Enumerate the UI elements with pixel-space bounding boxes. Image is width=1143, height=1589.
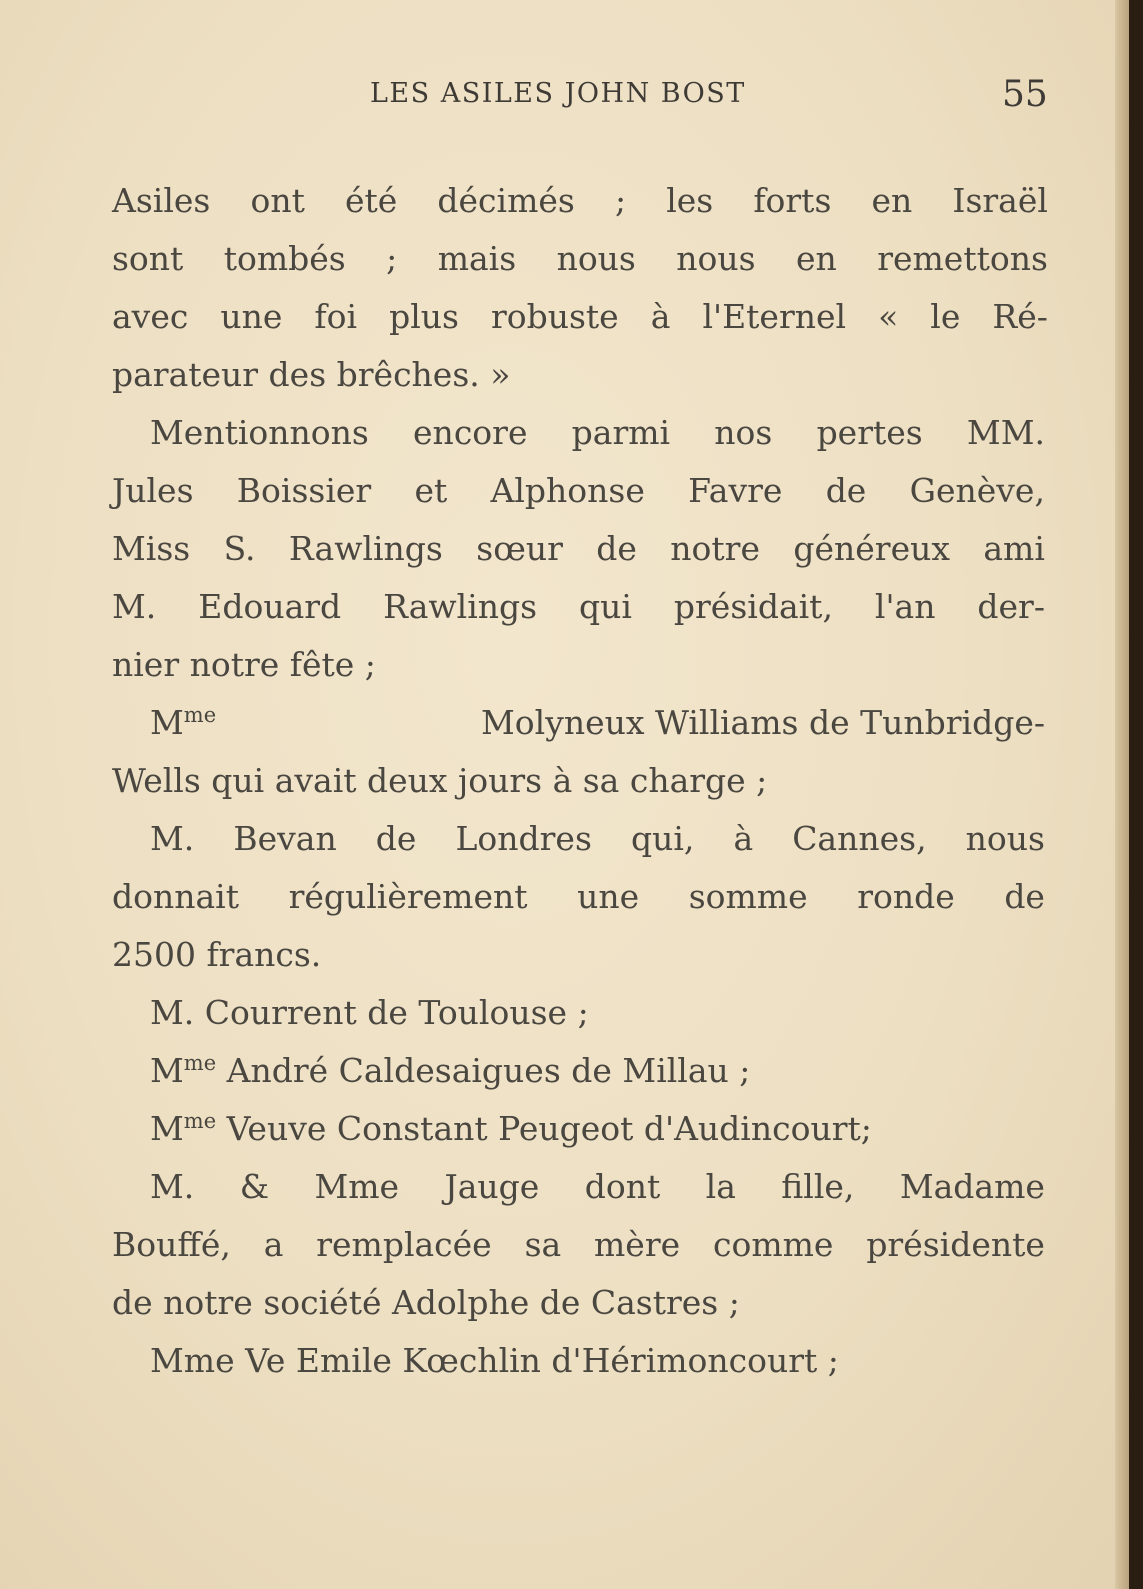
text-line: Mme Ve Emile Kœchlin d'Hérimoncourt ; <box>150 1341 839 1380</box>
word: ; <box>386 239 398 278</box>
word: de <box>825 471 867 510</box>
word: les <box>666 181 714 220</box>
word: nous <box>965 819 1045 858</box>
word: de <box>375 819 417 858</box>
word: mère <box>594 1225 681 1264</box>
word: « <box>878 297 899 336</box>
word: parmi <box>571 413 671 452</box>
word: Favre <box>688 471 783 510</box>
word: comme <box>713 1225 834 1264</box>
word: encore <box>413 413 528 452</box>
text-line <box>112 230 1048 288</box>
text-line <box>112 520 1045 578</box>
text-line: nier notre fête ; <box>112 645 376 684</box>
word: nous <box>556 239 636 278</box>
text-line <box>112 288 1048 346</box>
word: Bevan <box>233 819 337 858</box>
word: sœur <box>476 529 563 568</box>
word: le <box>930 297 961 336</box>
line-rest: Molyneux Williams de Tunbridge- <box>481 703 1045 742</box>
word: forts <box>753 181 832 220</box>
word: présidente <box>866 1225 1045 1264</box>
text-line: de notre société Adolphe de Castres ; <box>112 1283 740 1322</box>
word: mais <box>437 239 517 278</box>
word: foi <box>314 297 358 336</box>
text-line <box>112 578 1045 636</box>
text-line: 2500 francs. <box>112 935 322 974</box>
word: somme <box>688 877 808 916</box>
word: remettons <box>877 239 1048 278</box>
text-line <box>112 1216 1045 1274</box>
word: présidait, <box>673 587 833 626</box>
word: à <box>733 819 754 858</box>
word: Jauge <box>444 1167 540 1206</box>
text-line <box>150 810 1045 868</box>
word: S. <box>223 529 256 568</box>
word: dont <box>584 1167 661 1206</box>
word: Mme <box>314 1167 400 1206</box>
page-header <box>0 74 1129 124</box>
word: et <box>414 471 448 510</box>
line-rest: Veuve Constant Peugeot d'Audincourt; <box>216 1109 872 1148</box>
word: ronde <box>857 877 955 916</box>
word: robuste <box>490 297 619 336</box>
word: remplacée <box>316 1225 492 1264</box>
word: Londres <box>455 819 592 858</box>
word: une <box>220 297 283 336</box>
word: de <box>596 529 637 568</box>
word: en <box>871 181 913 220</box>
word: M. <box>112 587 157 626</box>
word: l'Eternel <box>702 297 847 336</box>
word: une <box>577 877 640 916</box>
text-line <box>150 694 1045 752</box>
word: sa <box>524 1225 562 1264</box>
word: généreux <box>793 529 950 568</box>
text-line <box>150 404 1045 462</box>
word: ; <box>614 181 627 220</box>
word: der- <box>977 587 1045 626</box>
text-line <box>150 1158 1045 1216</box>
word: qui <box>579 587 632 626</box>
word: nos <box>714 413 773 452</box>
word: à <box>650 297 671 336</box>
word: décimés <box>437 181 575 220</box>
text-line <box>112 462 1045 520</box>
page-edge <box>1115 0 1129 1589</box>
word: Boissier <box>236 471 372 510</box>
word: Ré- <box>992 297 1048 336</box>
word: Edouard <box>198 587 342 626</box>
text-line <box>112 172 1048 230</box>
word: Alphonse <box>490 471 645 510</box>
word: M. <box>150 1167 195 1206</box>
word: avec <box>112 297 189 336</box>
word: tombés <box>223 239 346 278</box>
word: Israël <box>952 181 1048 220</box>
text-line: Wells qui avait deux jours à sa charge ; <box>112 761 768 800</box>
word: en <box>796 239 837 278</box>
word: & <box>239 1167 270 1206</box>
running-title: LES ASILES JOHN BOST <box>370 78 746 109</box>
word: fille, <box>781 1167 855 1206</box>
word: pertes <box>816 413 923 452</box>
word: notre <box>670 529 760 568</box>
word: Genève, <box>909 471 1045 510</box>
word: nous <box>676 239 756 278</box>
word: Jules <box>112 471 194 510</box>
line-rest: André Caldesaigues de Millau ; <box>216 1051 751 1090</box>
word: Miss <box>112 529 191 568</box>
word: Mentionnons <box>150 413 369 452</box>
abbrev-mme: $M^{me}$ <box>150 1109 217 1148</box>
word: ont <box>250 181 305 220</box>
word: M. <box>150 819 195 858</box>
word: de <box>1004 877 1045 916</box>
word: donnait <box>112 877 239 916</box>
word: Rawlings <box>383 587 538 626</box>
word: régulièrement <box>288 877 528 916</box>
word: été <box>344 181 398 220</box>
word: Rawlings <box>288 529 443 568</box>
word: la <box>705 1167 736 1206</box>
word: a <box>263 1225 284 1264</box>
text-line <box>150 1100 872 1158</box>
word: ami <box>983 529 1045 568</box>
word: l'an <box>874 587 936 626</box>
page-number: 55 <box>1002 74 1048 115</box>
word: Asiles <box>112 181 211 220</box>
word: Madame <box>899 1167 1045 1206</box>
text-line: M. Courrent de Toulouse ; <box>150 993 589 1032</box>
word: plus <box>389 297 459 336</box>
word: sont <box>112 239 184 278</box>
word: Bouffé, <box>112 1225 231 1264</box>
abbrev-mme: $M^{me}$ <box>150 1051 217 1090</box>
text-line <box>112 868 1045 926</box>
word: qui, <box>630 819 695 858</box>
text-line: parateur des brêches. » <box>112 355 511 394</box>
word: MM. <box>966 413 1045 452</box>
abbrev-mme: $M^{me}$ <box>150 703 217 742</box>
word: Cannes, <box>792 819 927 858</box>
text-line <box>150 1042 750 1100</box>
